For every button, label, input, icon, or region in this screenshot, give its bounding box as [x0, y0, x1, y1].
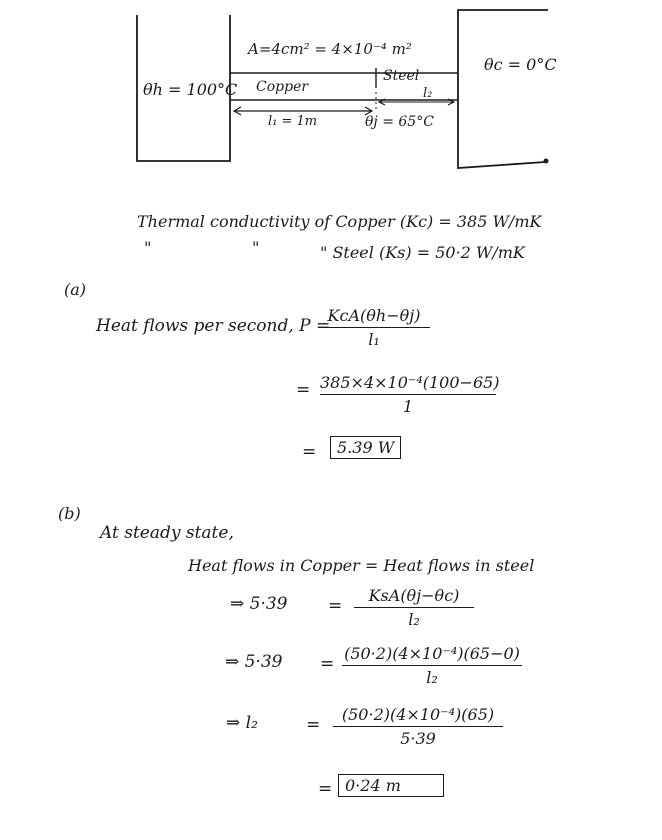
l1-label: l₁ = 1m [268, 114, 318, 129]
heat-flow-statement: Heat flows in Copper = Heat flows in steel [188, 556, 535, 575]
answer-a: 5.39 W [330, 436, 401, 459]
formula-numerator: KcA(θh−θj) [327, 306, 421, 325]
copper-label: Copper [256, 79, 309, 95]
step-3-lhs: ⇒ l₂ [226, 713, 258, 733]
steel-conductivity: " Steel (Ks) = 50·2 W/mK [320, 243, 525, 262]
ditto-mark: " [252, 238, 260, 257]
step-3-fraction [333, 705, 503, 748]
ditto-mark: " [144, 238, 152, 257]
steady-state-text: At steady state, [100, 523, 234, 543]
part-a-label: (a) [64, 280, 87, 299]
step-1-denominator: l₂ [408, 610, 420, 629]
heat-flow-lhs: Heat flows per second, P = [96, 316, 331, 336]
equals-sign: = [306, 715, 321, 735]
equals-sign: = [302, 442, 317, 462]
l2-label: l₂ [423, 86, 433, 101]
substitution-numerator: 385×4×10⁻⁴(100−65) [320, 373, 500, 392]
step-1-lhs: ⇒ 5·39 [230, 594, 288, 614]
equals-sign: = [320, 654, 335, 674]
fraction-bar [333, 726, 503, 727]
step-2-denominator: l₂ [426, 668, 438, 687]
step-3-numerator: (50·2)(4×10⁻⁴)(65) [341, 705, 495, 724]
step-2-fraction [342, 644, 522, 687]
equals-sign: = [296, 380, 311, 400]
formula-denominator: l₁ [368, 330, 380, 349]
equals-sign: = [328, 596, 343, 616]
fraction-bar [320, 394, 496, 395]
step-2-numerator: (50·2)(4×10⁻⁴)(65−0) [344, 644, 520, 663]
fraction-bar [342, 665, 522, 666]
area-label: A=4cm² = 4×10⁻⁴ m² [248, 40, 412, 58]
hot-temperature: θh = 100°C [143, 80, 238, 99]
fraction-bar [354, 607, 474, 608]
fraction-bar [318, 327, 430, 328]
copper-conductivity: Thermal conductivity of Copper (Kc) = 385 W/mK [137, 212, 542, 231]
step-3-denominator: 5·39 [400, 729, 436, 748]
steel-label: Steel [383, 68, 420, 84]
formula-fraction [318, 306, 430, 349]
cold-temperature: θc = 0°C [484, 55, 557, 74]
part-b-label: (b) [58, 504, 81, 523]
step-1-numerator: KsA(θj−θc) [368, 586, 460, 605]
step-1-fraction [354, 586, 474, 629]
substitution-denominator: 1 [402, 397, 414, 416]
answer-b: 0·24 m [338, 774, 444, 797]
substitution-fraction [320, 373, 500, 416]
junction-temperature: θj = 65°C [365, 114, 434, 130]
equals-sign: = [318, 779, 333, 799]
step-2-lhs: ⇒ 5·39 [225, 652, 283, 672]
